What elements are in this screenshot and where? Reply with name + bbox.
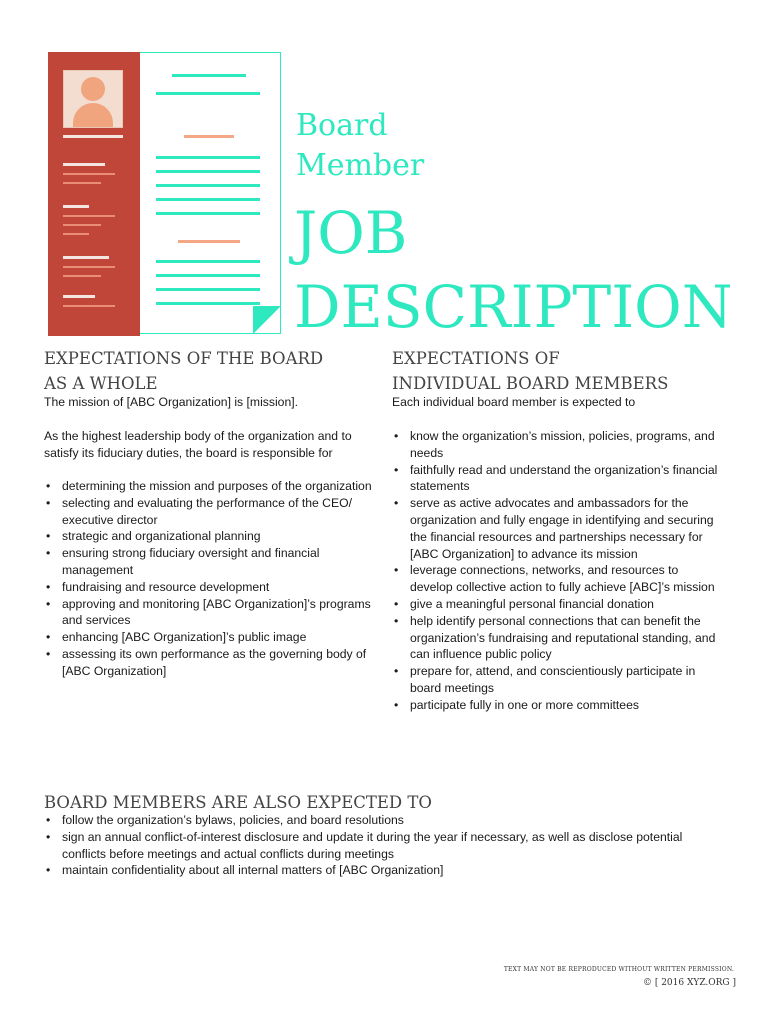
title-line-description: DESCRIPTION [294, 273, 733, 341]
avatar-icon [63, 70, 123, 128]
right-heading-line1: EXPECTATIONS OF [392, 349, 560, 368]
list-item: • enhancing [ABC Organization]’s public image [46, 629, 376, 646]
title-job-description [294, 196, 732, 344]
resume-sidebar [48, 52, 140, 336]
member-intro: Each individual board member is expected to [392, 395, 636, 409]
list-item: • help identify personal connections that can benefit the organization’s fundraising and reputational standing, and can influence public policy [394, 613, 722, 663]
right-heading [392, 346, 668, 396]
list-item: • serve as active advocates and ambassadors for the organization and fully engage in identifying and securing the financial resources and partnerships necessary for [ABC Organization] to advance its mission [394, 495, 722, 562]
title-line-board: Board [296, 108, 388, 143]
list-item: • participate fully in one or more committees [394, 697, 722, 714]
left-heading-line2: AS A WHOLE [44, 374, 158, 393]
list-item: • ensuring strong fiduciary oversight and financial management [46, 545, 376, 579]
title-line-job: JOB [294, 199, 408, 267]
board-responsibilities-list [46, 478, 376, 680]
bottom-heading: BOARD MEMBERS ARE ALSO EXPECTED TO [44, 793, 432, 812]
copyright: © [ 2016 XYZ.ORG ] [642, 978, 736, 988]
list-item: • give a meaningful personal financial donation [394, 596, 722, 613]
list-item: • prepare for, attend, and conscientiously participate in board meetings [394, 663, 722, 697]
board-intro: As the highest leadership body of the organization and to satisfy its fiduciary duties, the board is responsible for [44, 429, 352, 460]
list-item: • strategic and organizational planning [46, 528, 376, 545]
mission-statement: The mission of [ABC Organization] is [mission]. [44, 395, 298, 409]
left-heading-line1: EXPECTATIONS OF THE BOARD [44, 349, 324, 368]
resume-document-icon [48, 52, 284, 336]
list-item: • assessing its own performance as the governing body of [ABC Organization] [46, 646, 376, 680]
title-line-member: Member [296, 148, 425, 183]
list-item: • know the organization’s mission, policies, programs, and needs [394, 428, 722, 462]
list-item: • approving and monitoring [ABC Organization]’s programs and services [46, 596, 376, 630]
list-item: • leverage connections, networks, and resources to develop collective action to fully achieve [ABC]’s mission [394, 562, 722, 596]
list-item: • faithfully read and understand the organization’s financial statements [394, 462, 722, 496]
list-item: • selecting and evaluating the performance of the CEO/ executive director [46, 495, 376, 529]
list-item: • fundraising and resource development [46, 579, 376, 596]
page-fold [253, 306, 281, 334]
permission-notice: TEXT MAY NOT BE REPRODUCED WITHOUT WRITTEN PERMISSION. [503, 966, 734, 973]
list-item: • sign an annual conflict-of-interest disclosure and update it during the year if necessary, as well as disclose potential conflicts before meetings and actual conflicts during meetings [46, 829, 706, 863]
list-item: • determining the mission and purposes of the organization [46, 478, 376, 495]
right-heading-line2: INDIVIDUAL BOARD MEMBERS [392, 374, 669, 393]
left-heading [44, 346, 323, 396]
member-expectations-list [394, 428, 722, 714]
additional-expectations-list [46, 812, 706, 879]
list-item: • maintain confidentiality about all internal matters of [ABC Organization] [46, 862, 706, 879]
title-board-member [296, 106, 424, 186]
list-item: • follow the organization’s bylaws, policies, and board resolutions [46, 812, 706, 829]
